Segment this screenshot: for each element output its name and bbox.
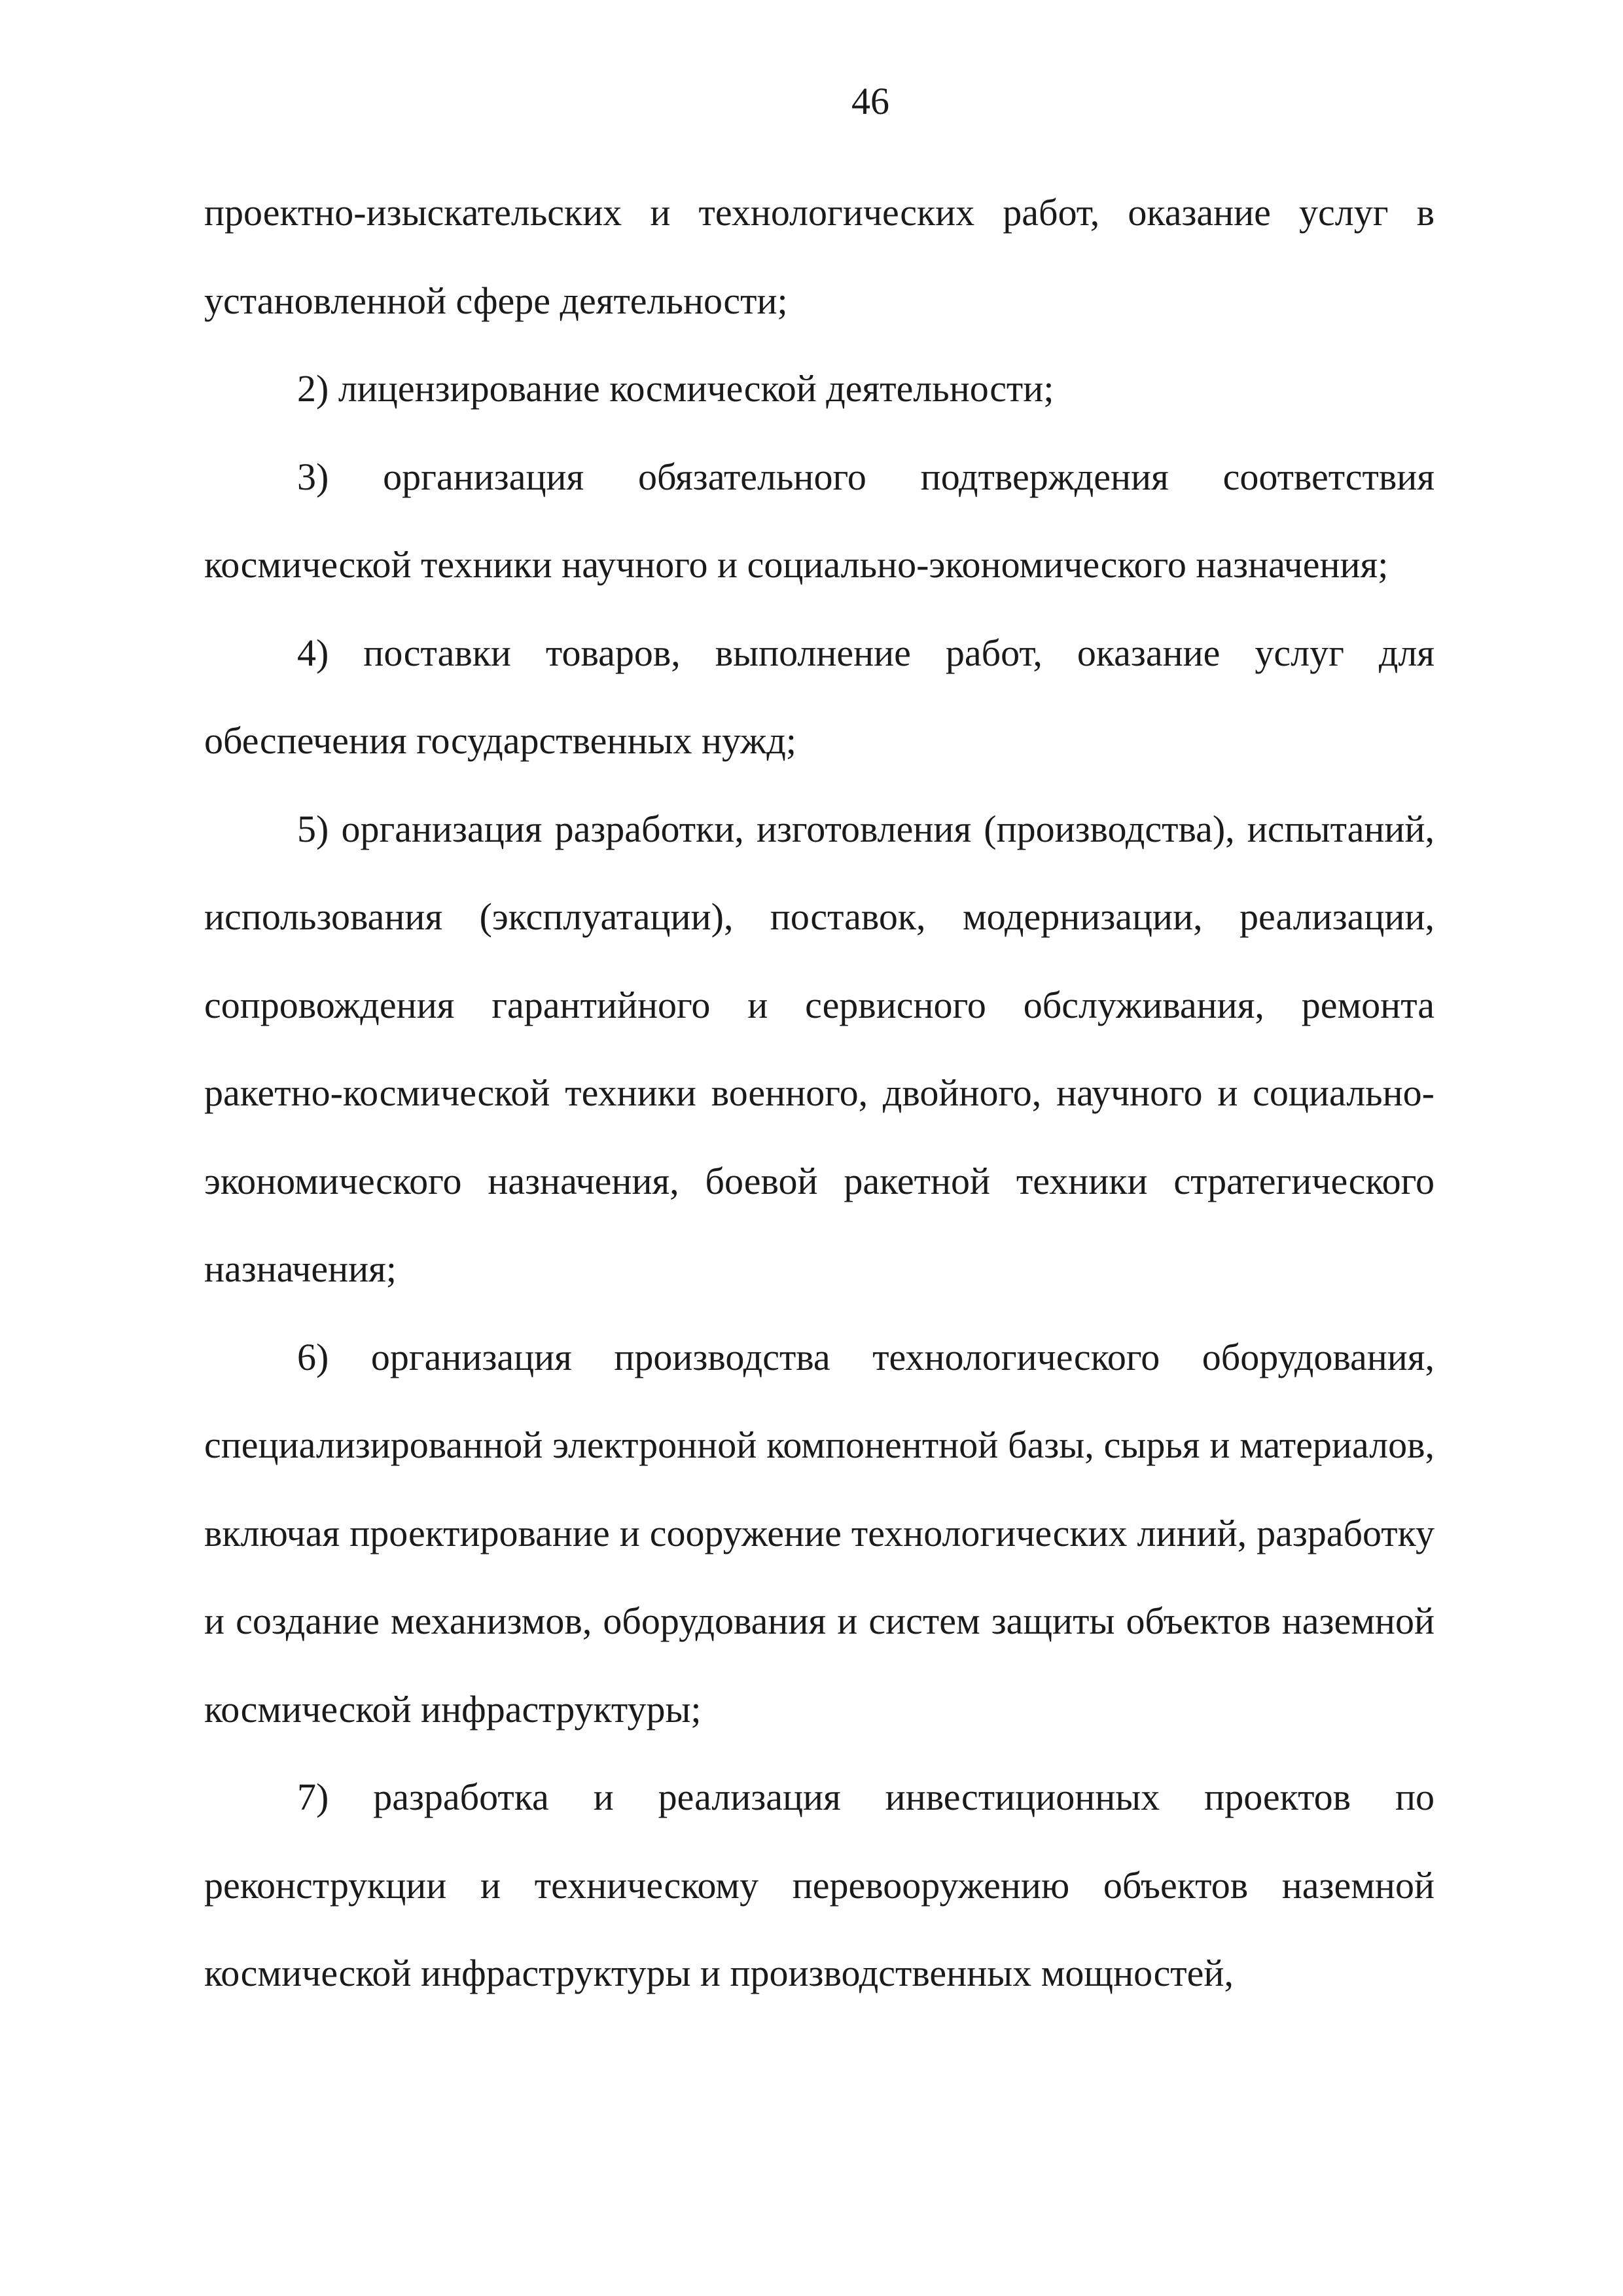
paragraph-continuation: проектно-изыскательских и технологических работ, оказание услуг в установленной сфере деятельности; [204, 191, 1435, 322]
document-body [204, 169, 1435, 2018]
paragraph-item-6: 6) организация производства технологического оборудования, специализированной электронной компонентной базы, сырья и материалов, включая проектирование и сооружение технологических линий, разработку и создание механизмов, оборудования и систем защиты объектов наземной космической инфраструктуры; [204, 1335, 1435, 1731]
paragraph-item-5: 5) организация разработки, изготовления (производства), испытаний, использования (эксплуатации), поставок, модернизации, реализации, сопровождения гарантийного и сервисного обслуживания, ремонта ракетно-космической техники военного, двойного, научного и социально-экономического назначения, боевой ракетной техники стратегического назначения; [204, 807, 1435, 1290]
paragraph-item-3: 3) организация обязательного подтверждения соответствия космической техники научного и социально-экономического назначения; [204, 455, 1435, 586]
paragraph-item-2: 2) лицензирование космической деятельности; [297, 367, 1054, 410]
page-number: 46 [851, 80, 889, 122]
paragraph-item-7: 7) разработка и реализация инвестиционных проектов по реконструкции и техническому перевооружению объектов наземной космической инфраструктуры и производственных мощностей, [204, 1776, 1435, 1994]
paragraph-item-4: 4) поставки товаров, выполнение работ, оказание услуг для обеспечения государственных нужд; [204, 631, 1435, 762]
